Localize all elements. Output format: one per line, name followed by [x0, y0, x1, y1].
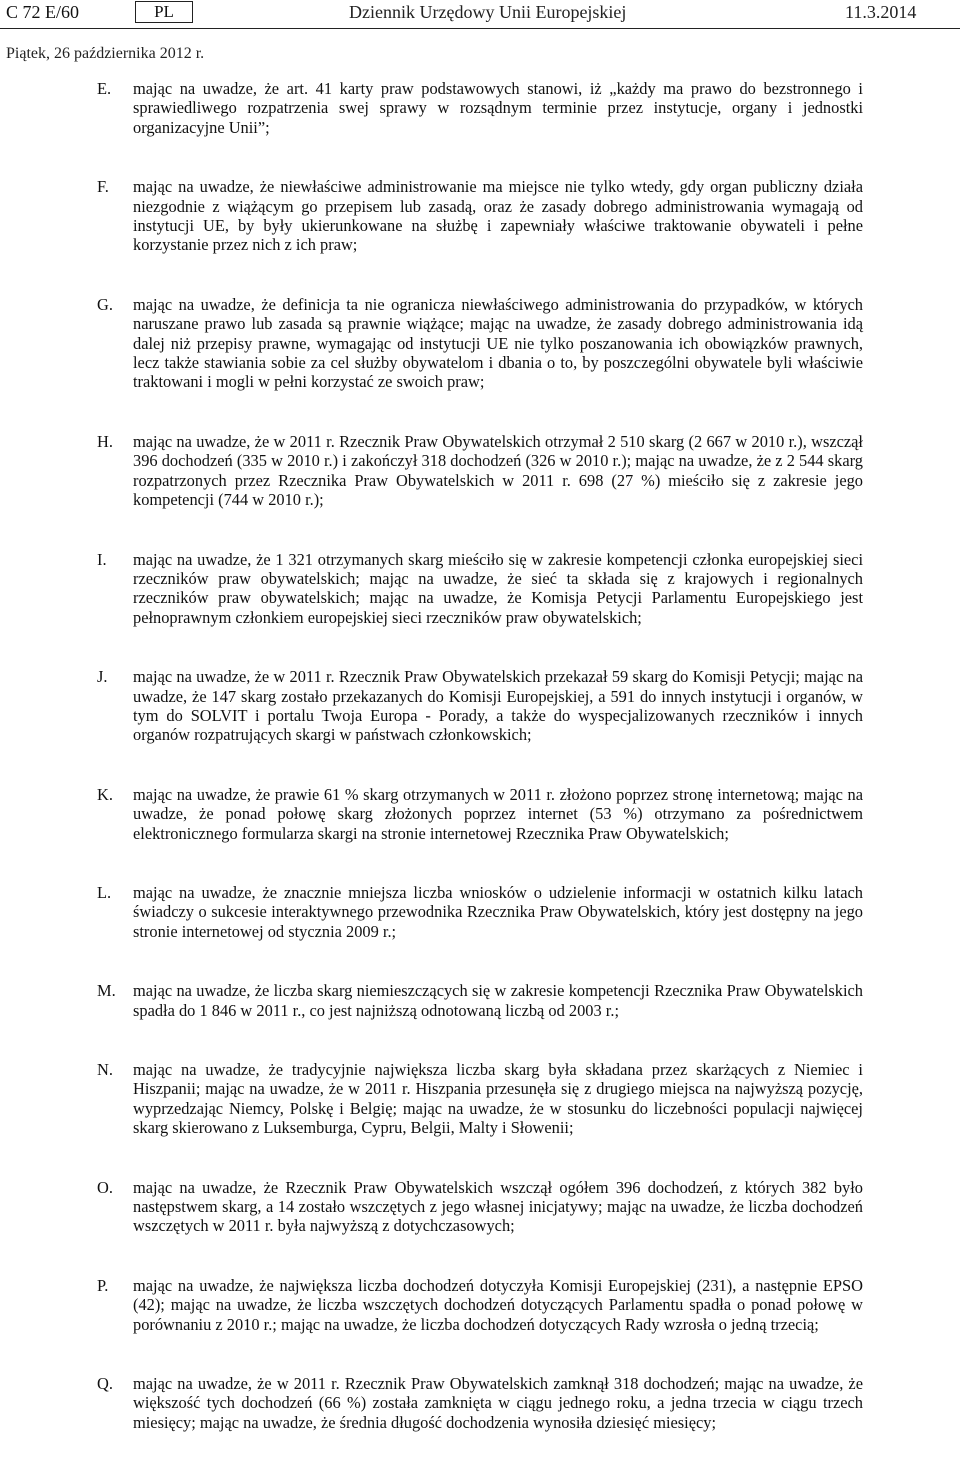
recital-text: mając na uwadze, że tradycyjnie największa liczba skarg była składana przez skarżących z Niemiec i Hiszpanii; mając na uwadze, że w 2011 r. Hiszpania przesunęła się z drugiego miejsca na najwyższą pozycję, wyprzedzając Niemcy, Polskę i Belgię; mając na uwadze, że w stosunku do liczebności populacji najwięcej skarg skierowano z Luksemburga, Cypru, Belgii, Malty i Słowenii;	[133, 1060, 863, 1138]
publication-date: 11.3.2014	[845, 2, 917, 22]
recital-text: mając na uwadze, że art. 41 karty praw podstawowych stanowi, iż „każdy ma prawo do bezstronnego i sprawiedliwego rozpatrzenia swej sprawy w rozsądnym terminie przez instytucje, organy i jednostki organizacyjne Unii”;	[133, 79, 863, 137]
journal-reference: C 72 E/60	[6, 2, 80, 22]
recital-letter: M.	[97, 981, 116, 1001]
recital-item	[0, 981, 960, 1020]
session-date: Piątek, 26 października 2012 r.	[6, 45, 205, 62]
header-divider	[0, 28, 960, 29]
recital-letter: G.	[97, 294, 113, 314]
recital-item	[0, 883, 960, 941]
recital-text: mając na uwadze, że w 2011 r. Rzecznik Praw Obywatelskich przekazał 59 skarg do Komisji Petycji; mając na uwadze, że 147 skarg zostało przekazanych do Komisji Europejskiej, a 591 do innych instytucji i organów, w tym do SOLVIT i portalu Twoja Europa - Porady, a także do wyspecjalizowanych rzeczników i innych organów rozpatrujących skargi w państwach członkowskich;	[133, 667, 863, 745]
recital-text: mając na uwadze, że prawie 61 % skarg otrzymanych w 2011 r. złożono poprzez stronę internetową; mając na uwadze, że ponad połowę skarg złożonych poprzez internet (53 %) otrzymano za pośrednictwem elektronicznego formularza skargi na stronie internetowej Rzecznika Praw Obywatelskich;	[133, 784, 863, 843]
recital-item	[0, 1178, 960, 1236]
recital-item	[0, 550, 960, 628]
recital-text: mając na uwadze, że definicja ta nie ogranicza niewłaściwego administrowania do przypadków, w których naruszane prawo lub zasada są prawnie wiążące; mając na uwadze, że zasady dobrego administrowania idą dalej niż przepisy prawne, wymagając od instytucji UE nie tylko poszanowania ich obowiązków prawnych, lecz także stawiania sobie za cel służby obywatelom i dbania o to, by poszczególni obywatele byli właściwie traktowani i mogli w pełni korzystać ze swoich praw;	[133, 294, 863, 392]
recital-letter: O.	[97, 1177, 113, 1197]
recital-item	[0, 177, 960, 255]
recital-letter: P.	[97, 1275, 109, 1295]
recital-letter: L.	[97, 882, 112, 902]
recital-text: mając na uwadze, że w 2011 r. Rzecznik Praw Obywatelskich zamknął 318 dochodzeń; mając na uwadze, że większość tych dochodzeń (66 %) została zamknięta w ciągu jednego roku, a jedna trzecia w ciągu trzech miesięcy; mając na uwadze, że średnia długość dochodzenia wynosiła dziesięć miesięcy;	[133, 1374, 863, 1432]
recital-letter: Q.	[97, 1374, 113, 1394]
recital-text: mając na uwadze, że 1 321 otrzymanych skarg mieściło się w zakresie kompetencji członka europejskiej sieci rzeczników praw obywatelskich; mając na uwadze, że sieć ta składa się z krajowych i regionalnych rzeczników praw obywatelskich; mając na uwadze, że Komisja Petycji Parlamentu Europejskiego jest pełnoprawnym członkiem europejskiej sieci rzeczników praw obywatelskich;	[133, 549, 863, 627]
recital-letter: E.	[97, 79, 112, 98]
recital-letter: F.	[97, 177, 109, 197]
recital-letter: N.	[97, 1060, 113, 1079]
recital-letter: K.	[97, 784, 113, 804]
recital-text: mając na uwadze, że największa liczba dochodzeń dotyczyła Komisji Europejskiej (231), a następnie EPSO (42); mając na uwadze, że liczba wszczętych dochodzeń dotyczących Parlamentu spadła o ponad połowę w porównaniu z 2010 r.; mając na uwadze, że liczba dochodzeń dotyczących Rady wzrosła o jedną trzecią;	[133, 1275, 863, 1334]
recital-letter: J.	[97, 667, 108, 687]
recital-item	[0, 1374, 960, 1432]
recital-letter: I.	[97, 549, 107, 569]
recitals-list	[0, 79, 960, 1472]
recital-item	[0, 432, 960, 510]
recital-text: mając na uwadze, że w 2011 r. Rzecznik Praw Obywatelskich otrzymał 2 510 skarg (2 667 w 2010 r.), wszczął 396 dochodzeń (335 w 2010 r.) i zakończył 318 dochodzeń (326 w 2010 r.); mając na uwadze, że z 2 544 skarg rozpatrzonych przez Rzecznika Praw Obywatelskich w 2011 r. 698 (27 %) mieściło się z zakresie jego kompetencji (744 w 2010 r.);	[133, 431, 863, 510]
recital-item	[0, 785, 960, 843]
recital-item	[0, 295, 960, 392]
journal-title: Dziennik Urzędowy Unii Europejskiej	[349, 2, 627, 22]
recital-item	[0, 1276, 960, 1334]
recital-item	[0, 667, 960, 745]
recital-text: mając na uwadze, że niewłaściwe administrowanie ma miejsce nie tylko wtedy, gdy organ publiczny działa niezgodnie z wiążącym go przepisem lub zasadą, oraz że zasady dobrego administrowania wymagają od instytucji UE, by były ukierunkowane na służbę i zapewniały właściwe traktowanie obywateli i pełne korzystanie przez nich z ich praw;	[133, 177, 863, 255]
language-badge: PL	[135, 1, 193, 23]
recital-text: mając na uwadze, że znacznie mniejsza liczba wniosków o udzielenie informacji w ostatnich kilku latach świadczy o sukcesie interaktywnego przewodnika Rzecznika Praw Obywatelskich, który jest dostępny na jego stronie internetowej od stycznia 2009 r.;	[133, 882, 863, 941]
recital-item	[0, 79, 960, 137]
recital-item	[0, 1060, 960, 1138]
page-header	[0, 0, 960, 32]
recital-text: mając na uwadze, że Rzecznik Praw Obywatelskich wszczął ogółem 396 dochodzeń, z których 382 było następstwem skarg, a 14 zostało wszczętych z jego własnej inicjatywy; mając na uwadze, że liczba dochodzeń wszczętych w 2011 r. była najwyższą z dotychczasowych;	[133, 1177, 863, 1236]
recital-letter: H.	[97, 431, 113, 451]
recital-text: mając na uwadze, że liczba skarg niemieszczących się w zakresie kompetencji Rzecznika Praw Obywatelskich spadła do 1 846 w 2011 r., co jest najniższą odnotowaną liczbą od 2003 r.;	[133, 981, 863, 1020]
